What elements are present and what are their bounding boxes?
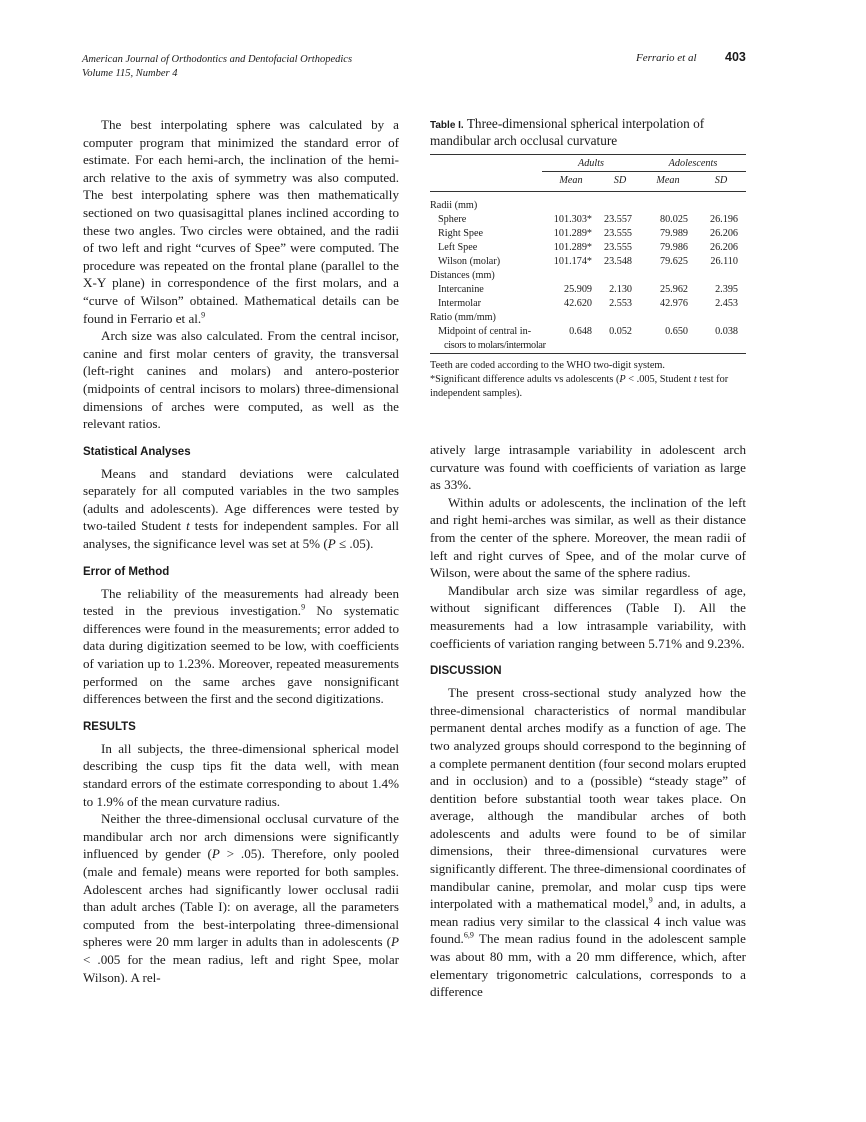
table-row: Wilson (molar) 101.174* 23.548 79.625 26.110 (438, 256, 738, 267)
group-header-adults: Adults (542, 155, 640, 172)
table-row-continuation: cisors to molars/intermolar (444, 340, 546, 351)
group-header-adolescents: Adolescents (640, 155, 746, 172)
table-footnote: Teeth are coded according to the WHO two-digit system. (430, 360, 665, 371)
table-group-header-row (430, 155, 746, 172)
citation: 6,9 (463, 931, 474, 941)
column-header: Mean (656, 175, 680, 186)
running-header-authors: Ferrario et al (636, 52, 697, 64)
data-table (430, 154, 746, 359)
table-row: Intercanine 25.909 2.130 25.962 2.395 (438, 284, 738, 295)
paragraph: Arch size was also calculated. From the central incisor, canine and first molar centers of gravity, the transversal (left-right canines and molars) and antero-posterior (midpoints of central incisors to molars) three-dimensional dimensions of arches were computed, as well as the relevant ratios. (83, 328, 399, 432)
table-caption: Table I. Three-dimensional spherical interpolation of mandibular arch occlusal curvature (430, 116, 705, 148)
paragraph: The best interpolating sphere was calculated by a computer program that minimized the standard error of estimate. For each hemi-arch, the inclination of the hemi-arch relative to the axis of symmetry was also computed. The best interpolating sphere was then mathematically sectioned on two quasisagittal planes inclined according to these two angles. Two circles were obtained, and the radii of two left and right “curves of Spee” were computed. The procedure was repeated on the frontal plane (parallel to the X-Y plane) in correspondence of the first molars, and a “curve of Wilson” obtained. Mathematical details can be found in Ferrario et al.$^9$ (83, 117, 399, 326)
left-column (83, 116, 399, 986)
section-heading-discussion: DISCUSSION (430, 665, 502, 678)
table-row: Midpoint of central in- 0.648 0.052 0.650 0.038 (438, 326, 738, 337)
table-row: Intermolar 42.620 2.553 42.976 2.453 (438, 298, 738, 309)
column-header: Mean (559, 175, 583, 186)
paragraph: Within adults or adolescents, the inclination of the left and right hemi-arches was similar, as well as their distance from the center of the sphere. Moreover, the mean radii of left and right curves of Spee, and of the molar curve of Wilson, were about the same of the sphere radius. (430, 494, 746, 581)
table-section-title: Ratio (mm/mm) (430, 312, 496, 323)
section-heading-error-of-method: Error of Method (83, 565, 170, 578)
table-label: Table I. (430, 120, 464, 131)
table-row: Sphere 101.303* 23.557 80.025 26.196 (438, 214, 738, 225)
journal-volume: Volume 115, Number 4 (82, 68, 178, 79)
paragraph: Mandibular arch size was similar regardless of age, without significant differences (Table I). All the measurements had a low intrasample variability, with coefficients of variation ranging between 5.71% and 9.23%. (430, 582, 746, 651)
citation: 9 (648, 895, 653, 905)
column-header: SD (613, 175, 627, 186)
table-section-title: Radii (mm) (430, 200, 478, 211)
section-heading-results: RESULTS (83, 720, 136, 733)
citation: 9 (301, 602, 306, 612)
paragraph: Neither the three-dimensional occlusal curvature of the mandibular arch nor arch dimensions were significantly influenced by gender (P > .05). Therefore, only pooled (male and female) means were reported for both samples. Adolescent arches had significantly lower occlusal radii than adult arches (Table I): on average, all the parameters computed from the best-interpolating three-dimensional spheres were 20 mm larger in adults than in adolescents (P < .005 for the mean radius, left and right Spee, molar Wilson). A rel- (83, 811, 399, 985)
section-heading-statistical-analyses: Statistical Analyses (83, 445, 191, 458)
running-header-journal (82, 53, 352, 81)
table-footnote: *Significant difference adults vs adolescents (P < .005, Student t test for independent samples). (430, 374, 729, 399)
right-column (430, 441, 746, 1001)
citation: 9 (201, 310, 206, 320)
table-row: Right Spee 101.289* 23.555 79.989 26.206 (438, 228, 738, 239)
paragraph: The present cross-sectional study analyzed how the three-dimensional characteristics of normal mandibular permanent dental arches modify as a function of age. The two analyzed groups should correspond to the beginning of a complete permanent dentition (four second molars erupted and in occlusion) and to a (possible) “steady stage” of dentition before substantial tooth wear takes place. On average, although the mandibular arches of both adolescents and adults were found to be of similar dimensions, their three-dimensional curvatures were significantly different. The three-dimensional coordinates of mandibular canine, premolar, and molar cusp tips were interpolated with a mathematical model,$^9$ and, in adults, a mean radius very similar to the classical 4 inch value was found.$^{6,9}$ The mean radius found in the adolescent sample was about 80 mm, with a 20 mm difference, which, after elementary trigonometric calculations, corresponds to a difference (430, 685, 746, 1000)
table-row: Left Spee 101.289* 23.555 79.986 26.206 (438, 242, 738, 253)
journal-title: American Journal of Orthodontics and Dentofacial Orthopedics (82, 54, 353, 65)
table-subheader-row (430, 172, 746, 192)
paragraph: Means and standard deviations were calculated separately for all computed variables in the two samples (adults and adolescents). Age differences were tested by two-tailed Student t tests for independent samples. For all analyses, the significance level was set at 5% (P ≤ .05). (83, 465, 399, 552)
paragraph: The reliability of the measurements had already been tested in the previous investigation.$^9$ No systematic differences were found in the measurements; error added to data during digitization seemed to be low, with coefficients of variation up to 1.23%. Moreover, repeated measurements performed on the same arches gave nonsignificant differences between the first and the second digitizations. (83, 585, 399, 707)
paragraph: In all subjects, the three-dimensional spherical model describing the cusp tips fit the data well, with mean standard errors of the estimate corresponding to about 1.4% to 1.9% of the mean curvature radius. (83, 740, 399, 809)
table-1 (430, 116, 746, 401)
column-header: SD (714, 175, 728, 186)
table-section-title: Distances (mm) (430, 270, 495, 281)
page-number: 403 (725, 50, 746, 64)
paragraph: atively large intrasample variability in adolescent arch curvature was found with coefficients of variation as large as 33%. (430, 442, 746, 493)
